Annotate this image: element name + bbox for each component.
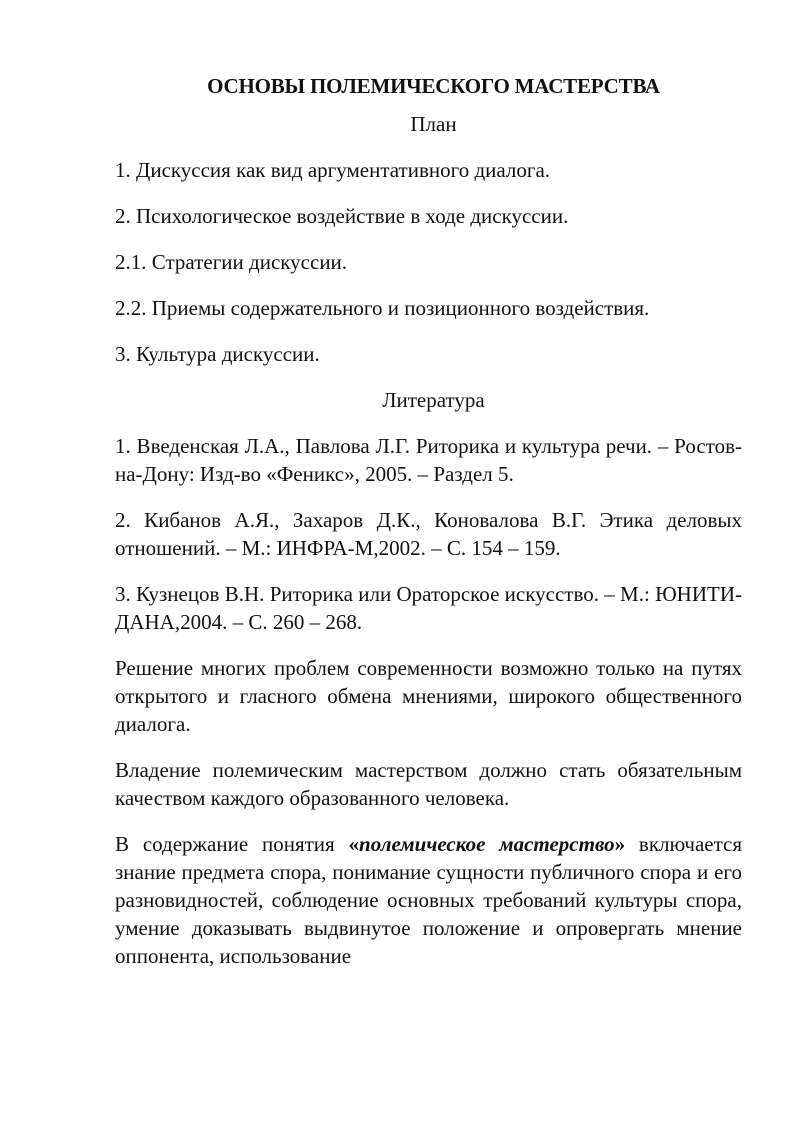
plan-item: 2.1. Стратегии дискуссии. [115,250,348,274]
plan-heading: План [410,112,457,136]
body-paragraph: Владение полемическим мастерством должно стать обязательным качеством каждого образованного человека. [115,758,742,810]
plan-item: 3. Культура дискуссии. [115,342,320,366]
document-title: ОСНОВЫ ПОЛЕМИЧЕСКОГО МАСТЕРСТВА [207,74,660,98]
plan-item: 2. Психологическое воздействие в ходе дискуссии. [115,204,569,228]
document-page [115,72,742,988]
literature-item: 2. Кибанов А.Я., Захаров Д.К., Коновалова В.Г. Этика деловых отношений. – М.: ИНФРА-М,2002. – С. 154 – 159. [115,508,742,560]
polemic-mastery-term: полемическое мастерство [359,832,615,856]
plan-item: 1. Дискуссия как вид аргументативного диалога. [115,158,551,182]
literature-item: 3. Кузнецов В.Н. Риторика или Ораторское искусство. – М.: ЮНИТИ-ДАНА,2004. – С. 260 – 268. [115,582,742,634]
literature-item: 1. Введенская Л.А., Павлова Л.Г. Риторика и культура речи. – Ростов-на-Дону: Изд-во «Феникс», 2005. – Раздел 5. [115,434,742,486]
body-paragraph-definition [115,830,742,970]
body-paragraph: Решение многих проблем современности возможно только на путях открытого и гласного обмена мнениями, широкого общественного диалога. [115,656,742,736]
paragraph-text-after: включается знание предмета спора, понимание сущности публичного спора и его разновидностей, соблюдение основных требований культуры спора, умение доказывать выдвинутое положение и опровергать мнение оппонента, использование [115,832,743,968]
term-quote-close: » [614,832,626,856]
literature-heading: Литература [382,388,485,412]
plan-item: 2.2. Приемы содержательного и позиционного воздействия. [115,296,650,320]
term-quote-open: « [348,832,360,856]
paragraph-text-before: В содержание понятия [115,832,349,856]
